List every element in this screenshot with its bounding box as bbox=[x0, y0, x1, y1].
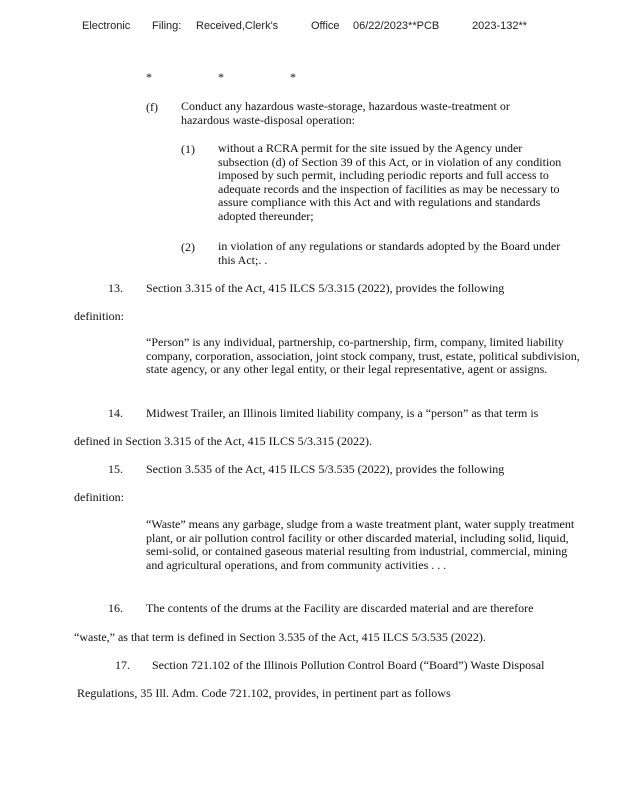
item-f1-text: without a RCRA permit for the site issued by the Agency under subsection (d) of Section 39 of this Act, or in violation of any condition imposed by such permit, including periodic reports and full access to adequate records and the inspection of facilities as may be necessary to assure compliance with this Act and with regulations and standards adopted thereunder; bbox=[218, 141, 562, 223]
star-3: * bbox=[290, 70, 296, 84]
header-electronic: Electronic bbox=[82, 20, 131, 32]
para-17-number: 17. bbox=[115, 658, 130, 672]
header-case: 2023-132** bbox=[472, 20, 528, 32]
para-17-line-2: Regulations, 35 Ill. Adm. Code 721.102, provides, in pertinent part as follows bbox=[77, 686, 451, 700]
para-13-number: 13. bbox=[108, 281, 123, 295]
para-14-line-1: Midwest Trailer, an Illinois limited liability company, is a “person” as that term is bbox=[146, 406, 539, 420]
para-14-line-2: defined in Section 3.315 of the Act, 415 ILCS 5/3.315 (2022). bbox=[74, 434, 372, 448]
para-16-number: 16. bbox=[108, 601, 123, 615]
para-13-line-2: definition: bbox=[74, 309, 124, 323]
para-16-line-1: The contents of the drums at the Facility are discarded material and are therefore bbox=[146, 601, 534, 615]
header-filing: Filing: bbox=[152, 20, 182, 32]
person-definition-quote: “Person” is any individual, partnership, co-partnership, firm, company, limited liability company, corporation, association, joint stock company, trust, estate, political subdivision, state agency, or any other legal entity, or their legal representative, agent or assigns. bbox=[146, 335, 580, 376]
item-f-label: (f) bbox=[146, 100, 158, 114]
item-f2-text: in violation of any regulations or standards adopted by the Board under this Act;. . bbox=[218, 239, 561, 267]
header-received: Received,Clerk's bbox=[196, 20, 279, 32]
header-office: Office bbox=[311, 20, 340, 32]
para-15-number: 15. bbox=[108, 462, 123, 476]
para-17-line-1: Section 721.102 of the Illinois Pollution Control Board (“Board”) Waste Disposal bbox=[152, 658, 545, 672]
para-13-line-1: Section 3.315 of the Act, 415 ILCS 5/3.315 (2022), provides the following bbox=[146, 281, 505, 295]
item-f2-label: (2) bbox=[181, 240, 195, 254]
para-16-line-2: “waste,” as that term is defined in Section 3.535 of the Act, 415 ILCS 5/3.535 (2022). bbox=[74, 630, 486, 644]
item-f-text: Conduct any hazardous waste-storage, hazardous waste-treatment or hazardous waste-disposal operation: bbox=[181, 99, 510, 127]
star-2: * bbox=[218, 70, 224, 84]
header-date: 06/22/2023**PCB bbox=[353, 20, 440, 32]
star-1: * bbox=[146, 70, 152, 84]
waste-definition-quote: “Waste” means any garbage, sludge from a waste treatment plant, water supply treatment plant, or air pollution control facility or other discarded material, including solid, liquid, semi-solid, or contained gaseous material resulting from industrial, commercial, mining and agricultural operations, and from community activities . . . bbox=[146, 517, 575, 572]
para-15-line-2: definition: bbox=[74, 490, 124, 504]
item-f1-label: (1) bbox=[181, 142, 195, 156]
para-14-number: 14. bbox=[108, 406, 123, 420]
para-15-line-1: Section 3.535 of the Act, 415 ILCS 5/3.535 (2022), provides the following bbox=[146, 462, 505, 476]
